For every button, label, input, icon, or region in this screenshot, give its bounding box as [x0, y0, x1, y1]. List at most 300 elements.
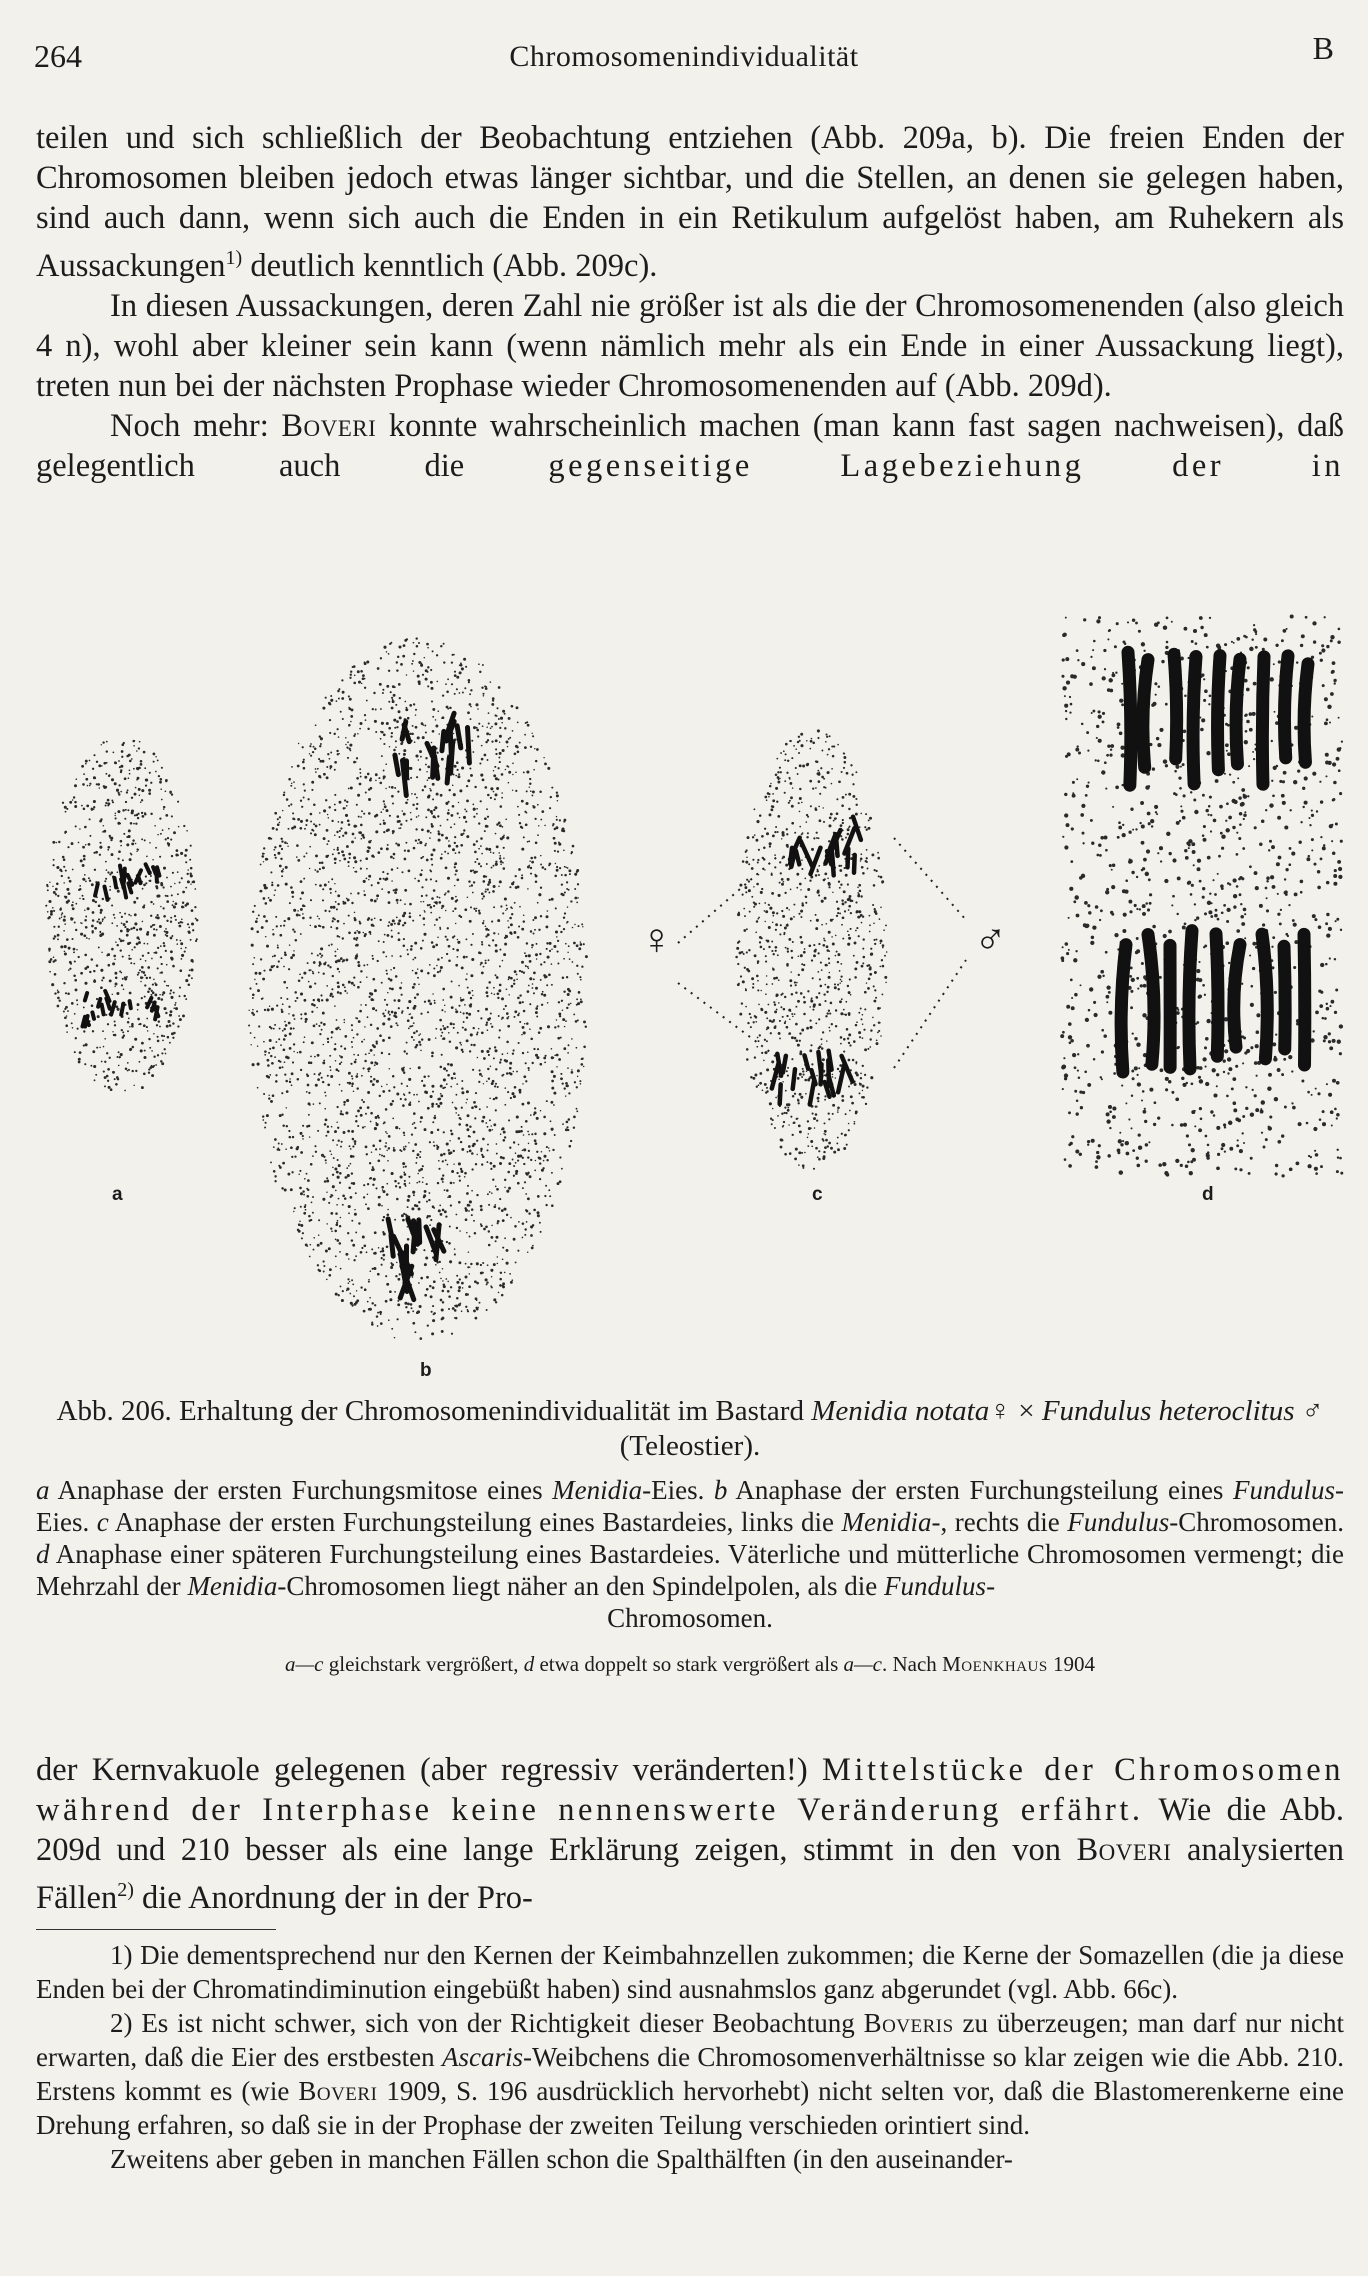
stipple-dot: [750, 1016, 752, 1018]
stipple-dot: [553, 1092, 556, 1095]
stipple-dot: [774, 1003, 776, 1005]
stipple-dot: [504, 727, 506, 729]
stipple-dot: [406, 1085, 408, 1087]
stipple-dot: [153, 1033, 155, 1035]
stipple-dot: [738, 912, 740, 914]
stipple-dot: [325, 855, 328, 858]
stipple-dot: [357, 794, 360, 797]
stipple-dot: [559, 867, 561, 869]
stipple-dot: [383, 1169, 385, 1171]
stipple-dot: [476, 1194, 478, 1196]
stipple-dot: [106, 741, 108, 743]
stipple-dot: [498, 886, 500, 888]
stipple-dot: [481, 686, 483, 688]
stipple-dot: [841, 804, 844, 807]
stipple-dot: [360, 868, 362, 870]
stipple-dot: [394, 891, 397, 894]
stipple-dot: [453, 1163, 454, 1164]
stipple-dot: [473, 808, 476, 811]
stipple-dot: [317, 915, 319, 917]
stipple-dot: [580, 998, 582, 1000]
stipple-dot: [533, 972, 536, 975]
stipple-dot: [271, 1008, 274, 1011]
stipple-dot: [497, 1222, 499, 1224]
stipple-dot: [818, 943, 820, 945]
stipple-dot: [120, 939, 123, 942]
stipple-dot: [785, 947, 787, 949]
stipple-dot: [282, 1030, 284, 1032]
stipple-dot: [780, 924, 782, 926]
stipple-dot: [787, 1067, 789, 1069]
stipple-dot: [574, 924, 575, 925]
stipple-dot: [476, 1140, 478, 1142]
stipple-dot: [108, 802, 111, 805]
stipple-dot: [279, 845, 282, 848]
stipple-dot: [534, 916, 537, 919]
stipple-dot: [860, 853, 862, 855]
stipple-dot: [471, 1168, 473, 1170]
stipple-dot: [282, 868, 284, 870]
stipple-dot: [763, 1060, 765, 1062]
stipple-dot: [180, 921, 182, 923]
stipple-dot: [494, 1049, 497, 1052]
stipple-dot: [543, 994, 546, 997]
stipple-dot: [432, 1091, 434, 1093]
stipple-dot: [476, 808, 478, 810]
stipple-dot: [445, 936, 447, 938]
stipple-dot: [96, 921, 98, 923]
stipple-dot: [789, 800, 791, 802]
stipple-dot: [863, 956, 866, 959]
stipple-dot: [104, 1061, 106, 1063]
stipple-dot: [583, 1066, 584, 1067]
stipple-dot: [337, 1176, 340, 1179]
stipple-dot: [571, 1069, 573, 1071]
stipple-dot: [363, 890, 365, 892]
stipple-dot: [777, 954, 779, 956]
stipple-dot: [747, 836, 750, 839]
stipple-dot: [504, 1087, 506, 1089]
stipple-dot: [496, 787, 499, 790]
stipple-dot: [315, 768, 317, 770]
stipple-dot: [377, 667, 380, 670]
stipple-dot: [114, 761, 117, 764]
stipple-dot: [396, 1198, 399, 1201]
stipple-dot: [822, 1031, 824, 1033]
stipple-dot: [468, 991, 471, 994]
stipple-dot: [303, 855, 305, 857]
stipple-dot: [275, 1074, 277, 1076]
stipple-dot: [71, 842, 74, 845]
stipple-dot: [457, 812, 459, 814]
stipple-dot: [351, 1046, 353, 1048]
stipple-dot: [302, 913, 304, 915]
stipple-dot: [351, 1085, 353, 1087]
stipple-dot: [133, 768, 135, 770]
stipple-dot: [490, 1023, 492, 1025]
stipple-dot: [798, 1164, 800, 1166]
stipple-dot: [481, 745, 483, 747]
stipple-dot: [367, 1091, 370, 1094]
stipple-dot: [302, 1232, 304, 1234]
stipple-dot: [95, 851, 98, 854]
stipple-dot: [389, 746, 390, 747]
stipple-dot: [120, 845, 122, 847]
stipple-dot: [539, 1027, 542, 1030]
stipple-dot: [139, 1061, 141, 1063]
stipple-dot: [506, 836, 509, 839]
stipple-dot: [276, 966, 279, 969]
stipple-dot: [790, 971, 791, 972]
stipple-dot: [319, 963, 322, 966]
stipple-dot: [775, 1097, 777, 1099]
stipple-dot: [824, 897, 827, 900]
stipple-dot: [139, 741, 141, 743]
stipple-dot: [459, 1278, 461, 1280]
stipple-dot: [488, 1129, 491, 1132]
stipple-dot: [387, 891, 390, 894]
stipple-dot: [396, 899, 399, 902]
stipple-dot: [785, 753, 787, 755]
stipple-dot: [355, 1231, 357, 1233]
stipple-dot: [321, 999, 323, 1001]
stipple-dot: [508, 994, 509, 995]
stipple-dot: [148, 1072, 150, 1074]
stipple-dot: [402, 810, 404, 812]
stipple-dot: [440, 1028, 442, 1030]
stipple-dot: [346, 747, 348, 749]
stipple-dot: [141, 838, 143, 840]
stipple-dot: [81, 805, 83, 807]
stipple-dot: [374, 917, 376, 919]
stipple-dot: [810, 920, 812, 922]
stipple-dot: [749, 1013, 751, 1015]
stipple-dot: [795, 1023, 798, 1026]
stipple-dot: [453, 1072, 456, 1075]
stipple-dot: [323, 1271, 325, 1273]
stipple-dot: [84, 919, 87, 922]
stipple-dot: [149, 772, 151, 774]
stipple-dot: [495, 793, 498, 796]
stipple-dot: [450, 826, 452, 828]
stipple-dot: [442, 1209, 445, 1212]
stipple-dot: [416, 1182, 418, 1184]
stipple-dot: [842, 796, 845, 799]
stipple-dot: [455, 923, 456, 924]
stipple-dot: [502, 1258, 504, 1260]
stipple-dot: [370, 777, 372, 779]
stipple-dot: [430, 1095, 433, 1098]
stipple-dot: [529, 778, 531, 780]
stipple-dot: [414, 1331, 416, 1333]
stipple-dot: [476, 1033, 478, 1035]
stipple-dot: [854, 1123, 856, 1125]
stipple-dot: [283, 981, 286, 984]
stipple-dot: [326, 1177, 328, 1179]
stipple-dot: [144, 996, 146, 998]
stipple-dot: [490, 851, 492, 853]
stipple-dot: [458, 1114, 460, 1116]
stipple-dot: [534, 856, 537, 859]
stipple-dot: [83, 1045, 85, 1047]
stipple-dot: [772, 968, 775, 971]
stipple-dot: [159, 781, 162, 784]
stipple-dot: [305, 1021, 307, 1023]
stipple-dot: [476, 727, 478, 729]
stipple-dot: [551, 1070, 554, 1073]
stipple-dot: [370, 1121, 372, 1123]
stipple-dot: [504, 1136, 506, 1138]
stipple-dot: [566, 1007, 568, 1009]
stipple-dot: [842, 938, 844, 940]
stipple-dot: [346, 805, 348, 807]
stipple-dot: [331, 1230, 333, 1232]
stipple-dot: [493, 774, 496, 777]
stipple-dot: [287, 845, 288, 846]
stipple-dot: [855, 1110, 858, 1113]
stipple-dot: [494, 766, 496, 768]
stipple-dot: [116, 1056, 118, 1058]
stipple-dot: [179, 925, 182, 928]
stipple-dot: [466, 1192, 469, 1195]
stipple-dot: [757, 1037, 759, 1039]
stipple-dot: [292, 1014, 295, 1017]
stipple-dot: [283, 925, 285, 927]
stipple-dot: [80, 933, 83, 936]
stipple-dot: [409, 1182, 410, 1183]
stipple-dot: [431, 1311, 433, 1313]
stipple-dot: [455, 775, 457, 777]
stipple-dot: [779, 861, 781, 863]
stipple-dot: [371, 1248, 373, 1250]
stipple-dot: [165, 931, 168, 934]
stipple-dot: [348, 1258, 350, 1260]
stipple-dot: [535, 1007, 538, 1010]
stipple-dot: [395, 740, 397, 742]
stipple-dot: [265, 936, 267, 938]
stipple-dot: [92, 1030, 94, 1032]
stipple-dot: [380, 657, 382, 659]
stipple-dot: [144, 984, 146, 986]
stipple-dot: [848, 808, 850, 810]
stipple-dot: [314, 833, 317, 836]
stipple-dot: [75, 903, 77, 905]
stipple-dot: [454, 1248, 456, 1250]
stipple-dot: [454, 842, 456, 844]
stipple-dot: [300, 820, 303, 823]
stipple-dot: [332, 975, 334, 977]
stipple-dot: [411, 1036, 413, 1038]
stipple-dot: [813, 837, 815, 839]
stipple-dot: [344, 1197, 347, 1200]
stipple-dot: [351, 1024, 353, 1026]
stipple-dot: [865, 813, 867, 815]
stipple-dot: [412, 1191, 415, 1194]
stipple-dot: [873, 939, 875, 941]
stipple-dot: [398, 1182, 400, 1184]
stipple-dot: [870, 1076, 873, 1079]
stipple-dot: [140, 958, 142, 960]
stipple-dot: [868, 827, 871, 830]
stipple-dot: [799, 1073, 802, 1076]
stipple-dot: [397, 656, 399, 658]
stipple-dot: [455, 964, 458, 967]
stipple-dot: [559, 1156, 561, 1158]
stipple-dot: [790, 889, 792, 891]
stipple-dot: [317, 954, 319, 956]
stipple-dot: [107, 799, 110, 802]
stipple-dot: [59, 869, 62, 872]
stipple-dot: [133, 740, 135, 742]
stipple-dot: [126, 976, 128, 978]
stipple-dot: [799, 740, 801, 742]
stipple-dot: [91, 925, 94, 928]
stipple-dot: [258, 972, 261, 975]
stipple-dot: [791, 1013, 793, 1015]
stipple-dot: [84, 954, 87, 957]
stipple-dot: [413, 1112, 416, 1115]
stipple-dot: [450, 1151, 453, 1154]
stipple-dot: [579, 1080, 581, 1082]
stipple-dot: [543, 961, 545, 963]
stipple-dot: [447, 1281, 449, 1283]
stipple-dot: [475, 1307, 477, 1309]
stipple-dot: [395, 1126, 398, 1129]
stipple-dot: [130, 962, 132, 964]
stipple-dot: [433, 1141, 435, 1143]
stipple-dot: [414, 878, 416, 880]
stipple-dot: [467, 1204, 470, 1207]
stipple-dot: [335, 1223, 338, 1226]
stipple-dot: [126, 791, 128, 793]
stipple-dot: [401, 1083, 403, 1085]
stipple-dot: [351, 1182, 353, 1184]
stipple-dot: [468, 681, 470, 683]
stipple-dot: [327, 1131, 330, 1134]
stipple-dot: [115, 1083, 118, 1086]
stipple-dot: [487, 1264, 489, 1266]
stipple-dot: [501, 1018, 502, 1019]
stipple-dot: [566, 1121, 569, 1124]
stipple-dot: [360, 860, 362, 862]
stipple-dot: [141, 799, 143, 801]
stipple-dot: [93, 776, 96, 779]
stipple-dot: [825, 1015, 827, 1017]
stipple-dot: [433, 889, 436, 892]
stipple-dot: [525, 965, 527, 967]
stipple-dot: [756, 883, 759, 886]
stipple-dot: [556, 819, 558, 821]
stipple-dot: [820, 985, 823, 988]
stipple-dot: [844, 761, 847, 764]
stipple-dot: [268, 1097, 270, 1099]
stipple-dot: [850, 928, 852, 930]
stipple-dot: [464, 1172, 467, 1175]
stipple-dot: [122, 978, 124, 980]
stipple-dot: [869, 1046, 871, 1048]
stipple-dot: [126, 836, 128, 838]
stipple-dot: [393, 889, 395, 891]
stipple-dot: [439, 1205, 441, 1207]
stipple-dot: [585, 1025, 587, 1027]
stipple-dot: [274, 1180, 276, 1182]
stipple-dot: [458, 1137, 461, 1140]
stipple-dot: [531, 947, 533, 949]
stipple-dot: [748, 889, 751, 892]
stipple-dot: [460, 1044, 462, 1046]
stipple-dot: [737, 963, 739, 965]
stipple-dot: [403, 1071, 405, 1073]
stipple-dot: [368, 1052, 370, 1054]
stipple-dot: [445, 1159, 447, 1161]
stipple-dot: [577, 883, 579, 885]
stipple-dot: [473, 881, 475, 883]
stipple-dot: [294, 787, 296, 789]
stipple-dot: [369, 1308, 372, 1311]
stipple-dot: [418, 1201, 420, 1203]
stipple-dot: [371, 884, 373, 886]
stipple-dot: [367, 1301, 369, 1303]
stipple-dot: [531, 944, 534, 947]
stipple-dot: [511, 705, 514, 708]
stipple-dot: [580, 943, 583, 946]
stipple-dot: [524, 952, 526, 954]
stipple-dot: [462, 999, 464, 1001]
stipple-dot: [354, 837, 356, 839]
stipple-dot: [853, 1040, 856, 1043]
stipple-dot: [53, 910, 55, 912]
stipple-dot: [329, 888, 332, 891]
stipple-dot: [753, 1021, 755, 1023]
stipple-dot: [91, 883, 94, 886]
stipple-dot: [129, 858, 132, 861]
stipple-dot: [297, 765, 300, 768]
stipple-dot: [160, 956, 162, 958]
stipple-dot: [279, 816, 281, 818]
stipple-dot: [774, 854, 776, 856]
stipple-dot: [451, 1333, 453, 1335]
stipple-dot: [818, 1093, 820, 1095]
stipple-dot: [419, 873, 422, 876]
stipple-dot: [770, 783, 772, 785]
stipple-dot: [274, 854, 276, 856]
stipple-dot: [522, 1026, 525, 1029]
stipple-dot: [854, 967, 857, 970]
stipple-dot: [417, 1153, 420, 1156]
stipple-dot: [547, 910, 549, 912]
stipple-dot: [56, 883, 59, 886]
stipple-dot: [464, 1207, 467, 1210]
stipple-dot: [363, 813, 365, 815]
stipple-dot: [332, 1174, 334, 1176]
stipple-dot: [815, 1113, 818, 1116]
stipple-dot: [431, 1055, 433, 1057]
stipple-dot: [543, 1155, 546, 1158]
stipple-dot: [526, 770, 529, 773]
stipple-dot: [261, 855, 264, 858]
stipple-dot: [310, 821, 312, 823]
stipple-dot: [108, 964, 111, 967]
stipple-dot: [469, 1150, 472, 1153]
stipple-dot: [441, 1330, 444, 1333]
stipple-dot: [573, 1126, 575, 1128]
stipple-dot: [138, 941, 141, 944]
stipple-dot: [487, 888, 489, 890]
stipple-dot: [797, 1044, 800, 1047]
stipple-dot: [302, 1138, 304, 1140]
stipple-dot: [873, 1024, 875, 1026]
stipple-dot: [430, 681, 433, 684]
